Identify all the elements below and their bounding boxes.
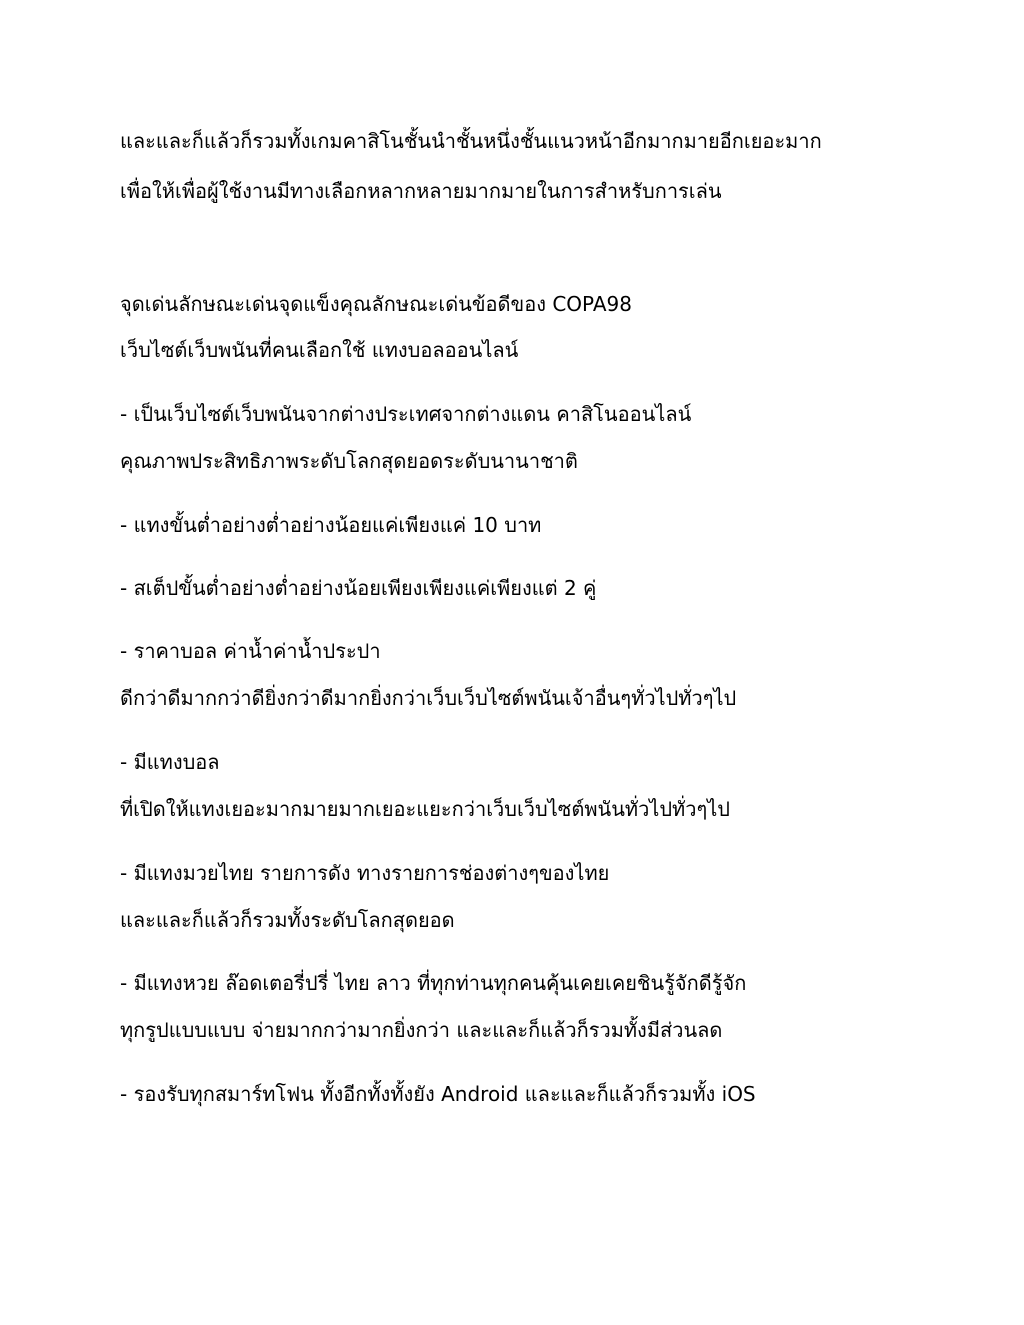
bullet-8-line-1: - รองรับทุกสมาร์ทโฟน ทั้งอีกทั้งทั้งยัง Android และและก็แล้วก็รวมทั้ง iOS bbox=[120, 1082, 756, 1106]
bullet-6-line-2: และและก็แล้วก็รวมทั้งระดับโลกสุดยอด bbox=[120, 908, 455, 932]
bullet-1-line-2: คุณภาพประสิทธิภาพระดับโลกสุดยอดระดับนานาชาติ bbox=[120, 449, 578, 473]
intro-line-1: และและก็แล้วก็รวมทั้งเกมคาสิโนชั้นนำชั้นหนึ่งชั้นแนวหน้าอีกมากมายอีกเยอะมาก bbox=[120, 129, 822, 153]
intro-line-2: เพื่อให้เพื่อผู้ใช้งานมีทางเลือกหลากหลายมากมายในการสำหรับการเล่น bbox=[120, 179, 722, 203]
bullet-1-line-1: - เป็นเว็บไซต์เว็บพนันจากต่างประเทศจากต่างแดน คาสิโนออนไลน์ bbox=[120, 402, 692, 426]
bullet-7-line-2: ทุกรูปแบบแบบ จ่ายมากกว่ามากยิ่งกว่า และและก็แล้วก็รวมทั้งมีส่วนลด bbox=[120, 1018, 723, 1042]
bullet-3-line-1: - สเต็ปขั้นต่ำอย่างต่ำอย่างน้อยเพียงเพียงแค่เพียงแต่ 2 คู่ bbox=[120, 576, 597, 600]
bullet-7-line-1: - มีแทงหวย ล๊อดเตอรี่ปรี่ ไทย ลาว ที่ทุกท่านทุกคนคุ้นเคยเคยชินรู้จักดีรู้จัก bbox=[120, 971, 747, 995]
bullet-4-line-1: - ราคาบอล ค่าน้ำค่าน้ำประปา bbox=[120, 639, 381, 663]
bullet-6-line-1: - มีแทงมวยไทย รายการดัง ทางรายการช่องต่างๆของไทย bbox=[120, 861, 610, 885]
heading-line-2: เว็บไซต์เว็บพนันที่คนเลือกใช้ แทงบอลออนไลน์ bbox=[120, 338, 519, 362]
bullet-5-line-1: - มีแทงบอล bbox=[120, 750, 220, 774]
bullet-5-line-2: ที่เปิดให้แทงเยอะมากมายมากเยอะแยะกว่าเว็บเว็บไซต์พนันทั่วไปทั่วๆไป bbox=[120, 797, 730, 821]
heading-line-1: จุดเด่นลักษณะเด่นจุดแข็งคุณลักษณะเด่นข้อดีของ COPA98 bbox=[120, 292, 632, 316]
bullet-4-line-2: ดีกว่าดีมากกว่าดียิ่งกว่าดีมากยิ่งกว่าเว็บเว็บไซต์พนันเจ้าอื่นๆทั่วไปทั่วๆไป bbox=[120, 686, 737, 710]
bullet-2-line-1: - แทงขั้นต่ำอย่างต่ำอย่างน้อยแค่เพียงแค่ 10 บาท bbox=[120, 513, 542, 537]
